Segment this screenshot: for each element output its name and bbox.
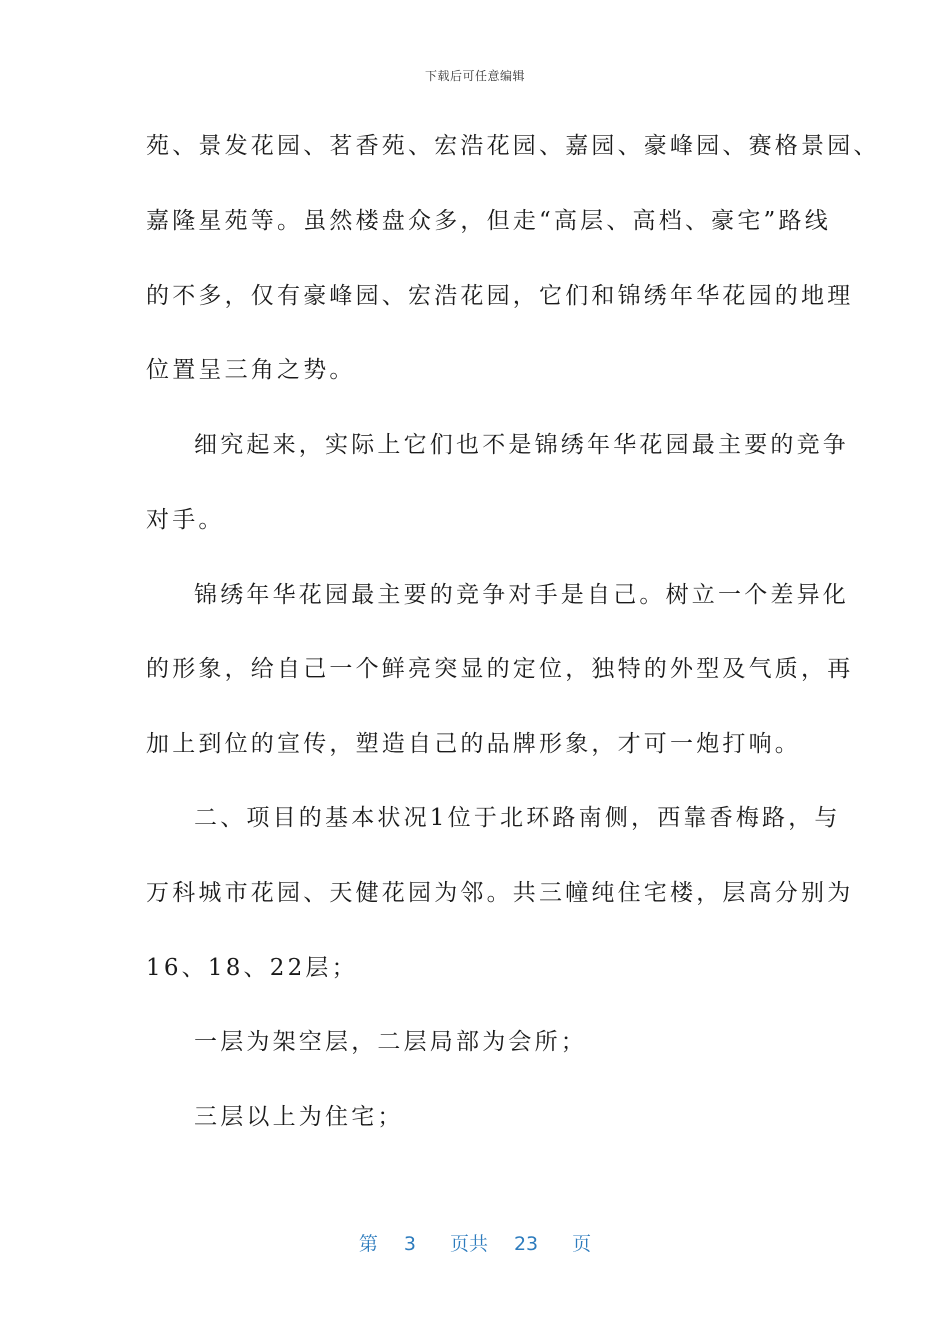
text-line-11: 万科城市花园、天健花园为邻。共三幢纯住宅楼，层高分别为 (146, 880, 854, 906)
paragraph-indent-line-13: 一层为架空层，二层局部为会所； (194, 1029, 587, 1055)
text-line-4: 位置呈三角之势。 (146, 357, 356, 383)
paragraph-indent-line-5: 细究起来，实际上它们也不是锦绣年华花园最主要的竞争 (194, 432, 849, 458)
text-line-2: 嘉隆星苑等。虽然楼盘众多，但走“高层、高档、豪宅”路线 (146, 208, 831, 234)
footer-middle: 页共 (449, 1233, 488, 1255)
footer-suffix: 页 (572, 1233, 592, 1255)
text-line-3: 的不多，仅有豪峰园、宏浩花园，它们和锦绣年华花园的地理 (146, 283, 854, 309)
text-line-9: 加上到位的宣传，塑造自己的品牌形象，才可一炮打响。 (146, 731, 801, 757)
paragraph-indent-line-14: 三层以上为住宅； (194, 1104, 404, 1130)
text-line-8: 的形象，给自己一个鲜亮突显的定位，独特的外型及气质，再 (146, 656, 854, 682)
footer-total-pages: 23 (513, 1233, 539, 1255)
paragraph-indent-line-7: 锦绣年华花园最主要的竞争对手是自己。树立一个差异化 (194, 582, 849, 608)
page-footer (0, 1229, 950, 1256)
text-line-12: 16、18、22层； (146, 955, 358, 981)
footer-prefix: 第 (358, 1233, 378, 1255)
paragraph-indent-line-10: 二、项目的基本状况1位于北环路南侧，西靠香梅路，与 (194, 805, 841, 831)
text-line-1: 苑、景发花园、茗香苑、宏浩花园、嘉园、豪峰园、赛格景园、 (146, 133, 880, 159)
footer-page-number: 3 (403, 1233, 416, 1255)
page-header: 下载后可任意编辑 (424, 69, 525, 83)
text-line-6: 对手。 (146, 507, 225, 533)
